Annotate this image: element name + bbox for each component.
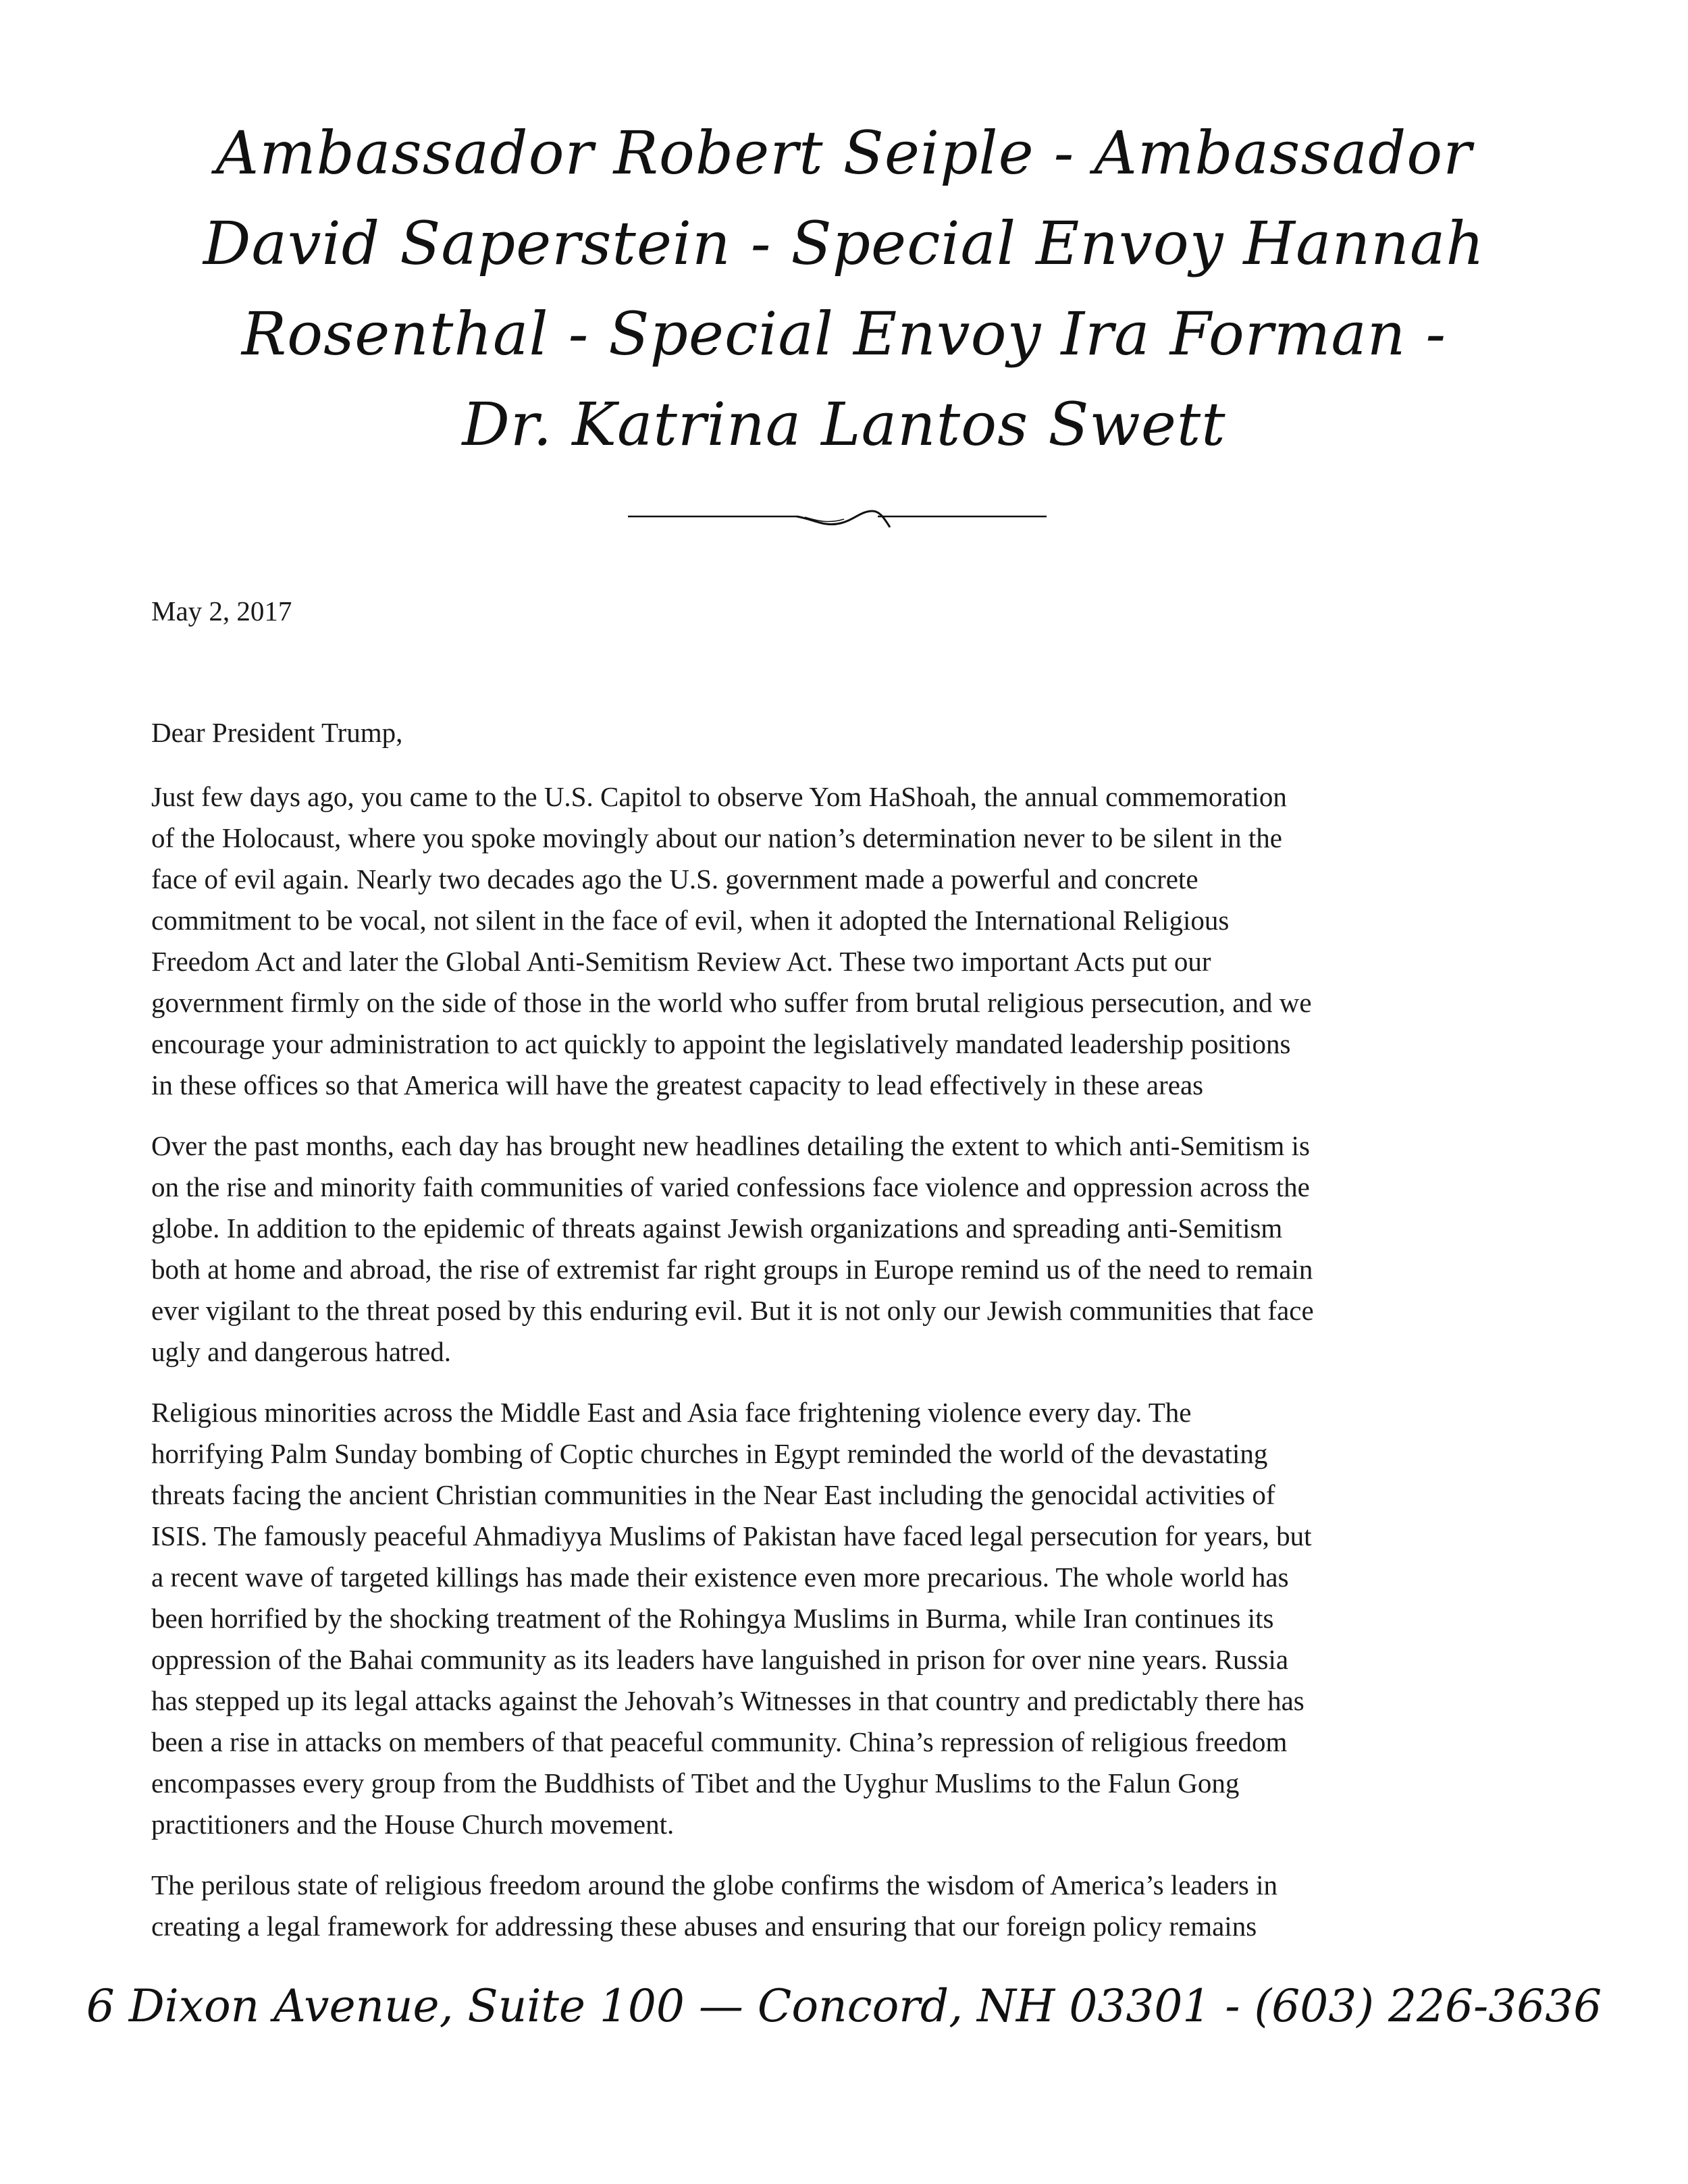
body-paragraph (151, 1392, 1569, 1845)
body-paragraph (151, 1865, 1569, 1947)
paragraph-line: Just few days ago, you came to the U.S. Capitol to observe Yom HaShoah, the annual commemoration (151, 781, 1287, 812)
paragraph-line: in these offices so that America will have the greatest capacity to lead effectively in these areas (151, 1069, 1204, 1100)
paragraph-line: been a rise in attacks on members of that peaceful community. China’s repression of religious freedom (151, 1726, 1288, 1757)
paragraph-line: Religious minorities across the Middle East and Asia face frightening violence every day. The (151, 1397, 1192, 1428)
paragraph-line: commitment to be vocal, not silent in the face of evil, when it adopted the International Religious (151, 905, 1230, 936)
paragraph-line: both at home and abroad, the rise of extremist far right groups in Europe remind us of the need to remain (151, 1254, 1313, 1285)
paragraph-line: on the rise and minority faith communities of varied confessions face violence and oppression across the (151, 1171, 1310, 1202)
letter-body (151, 776, 1569, 1967)
letterhead (0, 108, 1688, 470)
paragraph-line: horrifying Palm Sunday bombing of Coptic churches in Egypt reminded the world of the devastating (151, 1438, 1268, 1469)
body-paragraph (151, 776, 1569, 1106)
paragraph-line: globe. In addition to the epidemic of threats against Jewish organizations and spreading anti-Semitism (151, 1213, 1283, 1244)
paragraph-line: government firmly on the side of those in the world who suffer from brutal religious persecution, and we (151, 987, 1312, 1018)
paragraph-line: been horrified by the shocking treatment of the Rohingya Muslims in Burma, while Iran continues its (151, 1603, 1274, 1634)
paragraph-line: threats facing the ancient Christian communities in the Near East including the genocidal activities of (151, 1479, 1275, 1510)
letterhead-line-1: Ambassador Robert Seiple - Ambassador (215, 118, 1473, 188)
paragraph-line: The perilous state of religious freedom around the globe confirms the wisdom of America’s leaders in (151, 1869, 1278, 1900)
paragraph-line: Freedom Act and later the Global Anti-Semitism Review Act. These two important Acts put our (151, 946, 1211, 977)
paragraph-line: of the Holocaust, where you spoke movingly about our nation’s determination never to be silent in the (151, 822, 1282, 853)
paragraph-line: encourage your administration to act quickly to appoint the legislatively mandated leadership positions (151, 1028, 1291, 1059)
paragraph-line: Over the past months, each day has brought new headlines detailing the extent to which anti-Semitism is (151, 1130, 1310, 1161)
letterhead-line-2: David Saperstein - Special Envoy Hannah (203, 209, 1485, 278)
flourish-divider-icon (628, 496, 1047, 537)
paragraph-line: ever vigilant to the threat posed by this enduring evil. But it is not only our Jewish communities that face (151, 1295, 1314, 1326)
paragraph-line: has stepped up its legal attacks against the Jehovah’s Witnesses in that country and predictably there has (151, 1685, 1304, 1716)
paragraph-line: creating a legal framework for addressing these abuses and ensuring that our foreign policy remains (151, 1911, 1257, 1942)
paragraph-line: face of evil again. Nearly two decades ago the U.S. government made a powerful and concrete (151, 863, 1198, 895)
paragraph-line: ISIS. The famously peaceful Ahmadiyya Muslims of Pakistan have faced legal persecution for years, but (151, 1520, 1312, 1551)
letterhead-line-3: Rosenthal - Special Envoy Ira Forman - (241, 299, 1447, 369)
paragraph-line: practitioners and the House Church movement. (151, 1809, 675, 1840)
body-paragraph (151, 1125, 1569, 1373)
salutation: Dear President Trump, (151, 717, 403, 748)
letter-date: May 2, 2017 (151, 595, 292, 627)
paragraph-line: a recent wave of targeted killings has made their existence even more precarious. The whole world has (151, 1562, 1289, 1593)
letterhead-line-4: Dr. Katrina Lantos Swett (462, 390, 1226, 459)
paragraph-line: ugly and dangerous hatred. (151, 1336, 452, 1367)
paragraph-line: encompasses every group from the Buddhists of Tibet and the Uyghur Muslims to the Falun Gong (151, 1767, 1240, 1799)
paragraph-line: oppression of the Bahai community as its leaders have languished in prison for over nine years. Russia (151, 1644, 1289, 1675)
footer-address: 6 Dixon Avenue, Suite 100 — Concord, NH 03301 - (603) 226-3636 (86, 1980, 1602, 2032)
